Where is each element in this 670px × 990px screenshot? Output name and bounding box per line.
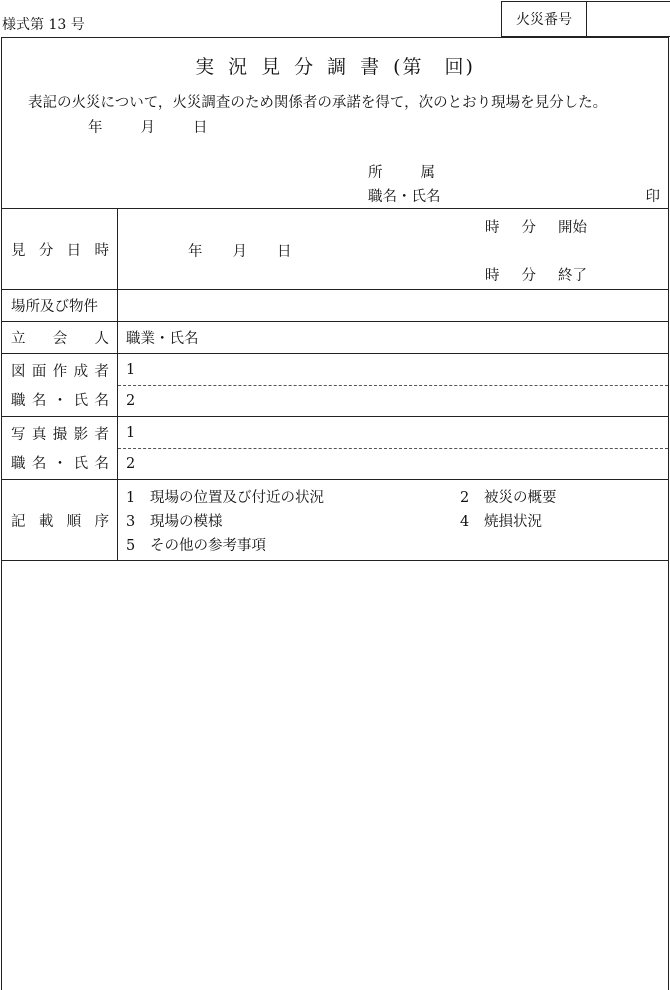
report-date-year: 年 [88,120,103,136]
inspection-end-time: 時 分 終了 [485,268,587,284]
row-drawing-creator [2,354,668,417]
report-date-day: 日 [193,120,208,136]
fire-number-box [501,1,670,37]
inspection-table [2,208,668,561]
signer-position-name: 職名・氏名 [368,189,441,205]
label-photographer: 写 真 撮 影 者 職 名 ・ 氏 名 [11,427,109,472]
list-item: 3 現場の模様 [126,513,223,530]
row-photographer [2,417,668,480]
inspection-datetime-field[interactable] [118,209,668,289]
intro-statement: 表記の火災について，火災調査のため関係者の承諾を得て，次のとおり現場を見分した。 [28,95,608,111]
affiliation-label [368,161,435,182]
drawing-creator-entry[interactable]: 2 [118,385,668,416]
title-main: 実況見分調書 [195,56,394,78]
row-witness [2,322,668,354]
photographer-entry[interactable]: 1 [126,424,136,441]
label-drawing-creator: 図 面 作 成 者 職 名 ・ 氏 名 [11,364,109,409]
fire-number-field[interactable] [587,2,670,36]
label-inspection-datetime: 見 分 日 時 [11,242,109,259]
inspection-start-time: 時 分 開始 [485,220,587,236]
inspection-date: 年 月 日 [188,244,292,260]
list-item: 1 現場の位置及び付近の状況 [126,489,324,506]
label-witness: 立 会 人 [11,331,109,347]
place-field[interactable] [118,290,668,321]
signer-row [368,185,660,206]
label-record-order: 記 載 順 序 [11,513,109,530]
report-date-month: 月 [140,120,155,136]
witness-field[interactable]: 職業・氏名 [126,331,199,347]
row-record-order [2,480,668,561]
list-item: 5 その他の参考事項 [126,537,266,554]
row-inspection-datetime [2,209,668,290]
seal-mark: 印 [645,189,660,205]
record-order-list [118,480,668,560]
fire-number-label: 火災番号 [502,2,587,36]
list-item: 2 被災の概要 [460,489,557,506]
report-date [88,116,208,137]
title-suffix: (第 回) [393,56,475,78]
photographer-entry[interactable]: 2 [118,448,668,479]
report-frame [1,37,669,990]
affiliation-char: 属 [420,165,435,181]
document-title [2,52,668,79]
drawing-creator-entry[interactable]: 1 [126,361,136,378]
label-place: 場所及び物件 [11,299,98,315]
list-item: 4 焼損状況 [460,513,542,530]
affiliation-char: 所 [368,165,383,181]
form-number: 様式第 13 号 [2,17,85,33]
row-place [2,290,668,322]
